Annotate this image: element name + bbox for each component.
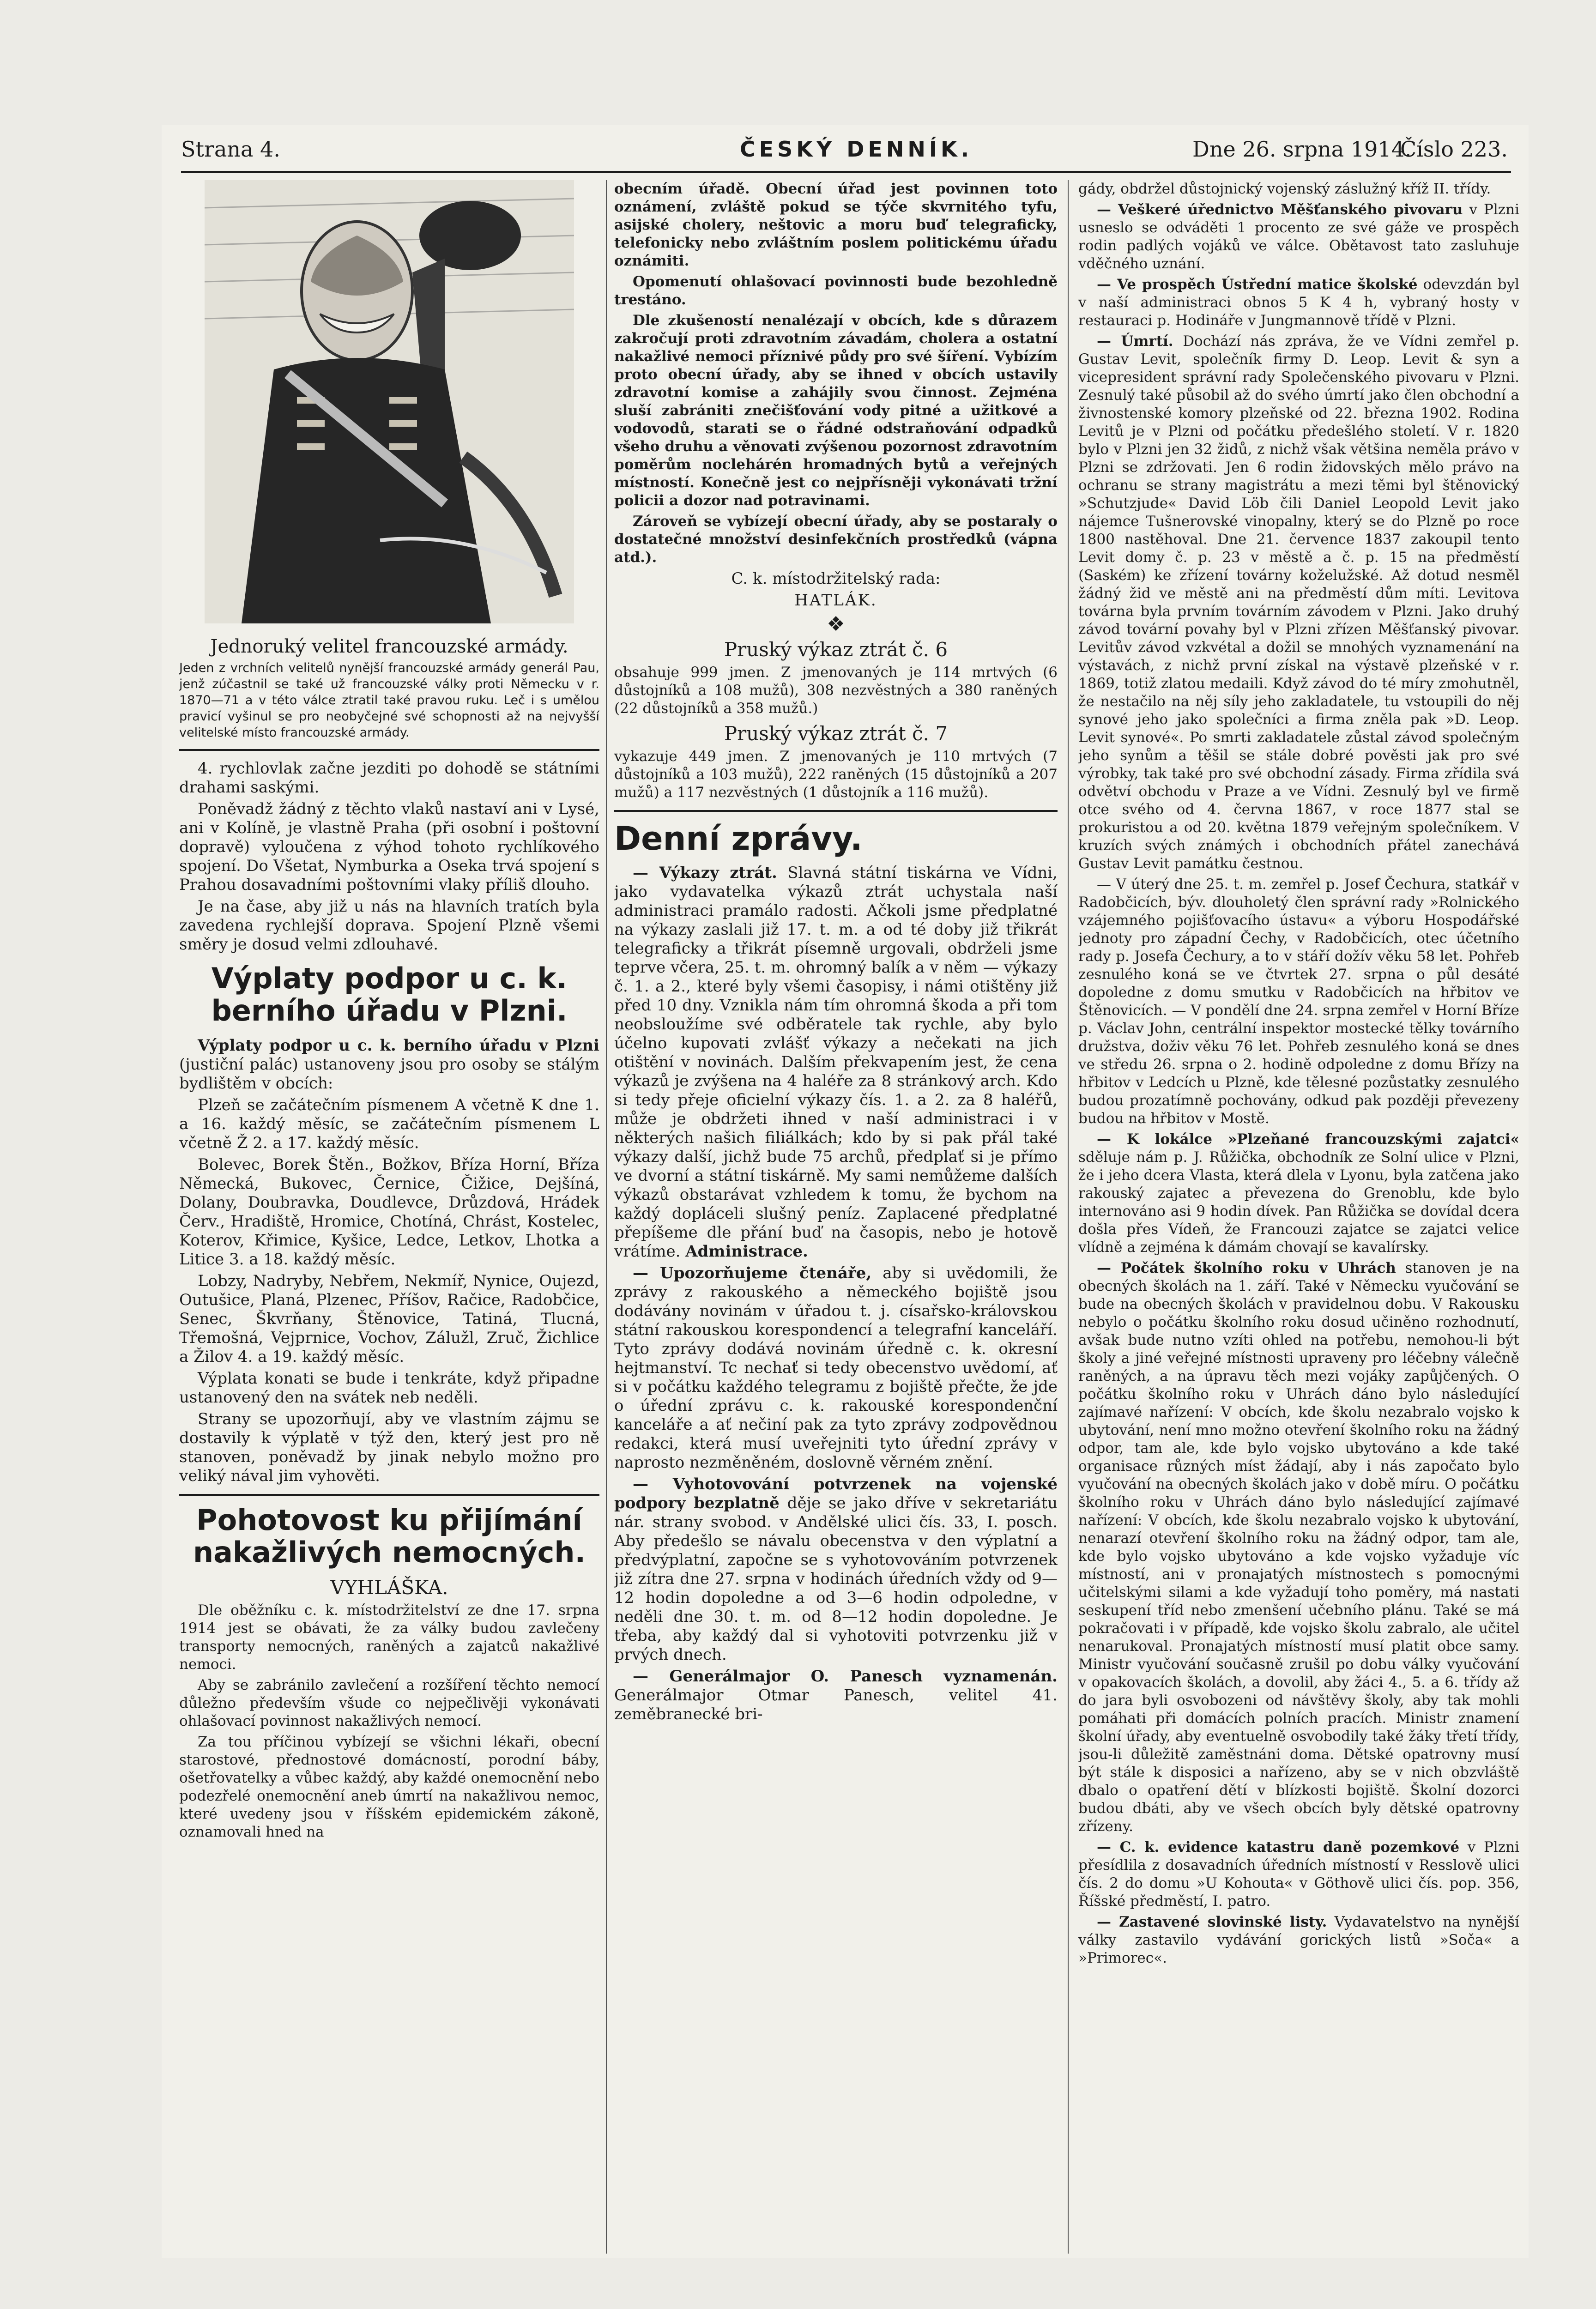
- paragraph-text: aby si uvědomili, že zprávy z rakouského a německého bojiště jsou dodávány novinám v úřadou t. j. císařsko-královskou státní rakouskou korespondencí a telegrafní kanceláří. Tyto zprávy dodává novinám úředně c. k. okresní hejtmanství. Tc nechať si tedy obecenstvo uvědomí, ať si v počátku každého telegramu z bojiště přečte, že jde o úřední zprávu c. k. rakouské korespondenční kanceláře a ať nečiní pak za tyto zprávy zodpovědnou redakci, která musí uveřejniti tyto úřední zprávy v naprosto nezměněném, doslovně věrném znění.: [614, 1264, 1058, 1472]
- paragraph-text: v Plzni přesídlila z dosavadních úředních místností v Resslově ulici čís. 2 do domu »U Kohouta« v Göthově ulici čís. pop. 356, Říšské předměstí, I. patro.: [1078, 1839, 1519, 1910]
- paragraph: Za tou příčinou vybízejí se všichni lékaři, obecní starostové, přednostové domácností, porodní báby, ošetřovatelky a vůbec každý, aby každé onemocnění nebo podezřelé onemocnění aneb úmrtí na nakažlivou nemoc, které uvedeny jsou v říšském epidemickém zákoně, oznamovali hned na: [179, 1734, 599, 1840]
- paragraph: gády, obdržel důstojnický vojenský záslužný kříž II. třídy.: [1078, 181, 1491, 197]
- newspaper-page: [162, 125, 1529, 2258]
- paragraph: [614, 1264, 1058, 1472]
- signature-role: C. k. místodržitelský rada:: [731, 569, 941, 588]
- column-divider: [606, 180, 607, 2254]
- issue-date: Dne 26. srpna 1914.: [1192, 137, 1412, 162]
- column-1: [179, 180, 599, 2249]
- paragraph: Je na čase, aby již u nás na hlavních tratích byla zavedena rychlejší doprava. Spojení Plzně všemi směry je dosud velmi zdlouhavé.: [179, 897, 599, 954]
- divider: [614, 810, 1058, 812]
- article-headline: Výplaty podpor u c. k. berního úřadu v Plzni.: [211, 961, 568, 1028]
- paragraph: obsahuje 999 jmen. Z jmenovaných je 114 mrtvých (6 důstojníků a 108 mužů), 308 nezvěstných a 380 raněných (22 důstojníků a 358 mužů.): [614, 664, 1058, 717]
- paragraph-text: odevzdán byl v naší administraci obnos 5 K 4 h, vybraný hosty v restauraci p. Hodináře v Jungmannově třídě v Plzni.: [1078, 276, 1519, 329]
- divider: [179, 749, 599, 751]
- paragraph: [614, 1667, 1058, 1724]
- paragraph: Výplata konati se bude i tenkráte, když připadne ustanovený den na svátek neb neděli.: [179, 1369, 599, 1407]
- paragraph: Plzeň se začátečním písmenem A včetně K dne 1. a 16. každý měsíc, se začátečním písmenem L včetně Ž 2. a 17. každý měsíc.: [179, 1096, 599, 1152]
- paragraph-text: Generálmajor Otmar Panesch, velitel 41. zeměbranecké bri-: [614, 1686, 1058, 1723]
- lead-text: — Úmrtí.: [1097, 333, 1173, 350]
- paragraph: [179, 1036, 599, 1093]
- paragraph: [1078, 1913, 1519, 1967]
- lead-text: — Ve prospěch Ústřední matice školské: [1097, 276, 1418, 293]
- lead-text: — Upozorňujeme čtenáře,: [633, 1264, 872, 1282]
- paragraph: Lobzy, Nadryby, Nebřem, Nekmíř, Nynice, Oujezd, Outušice, Planá, Plzenec, Příšov, Račice, Radobčice, Senec, Škvrňany, Štěnovice, Tatiná, Tlucná, Třemošná, Vejprnice, Vochov, Zálužl, Zruč, Žichlice a Žilov 4. a 19. každý měsíc.: [179, 1272, 599, 1366]
- proclamation-title: VYHLÁŠKA.: [330, 1576, 448, 1599]
- article-headline: Pohotovost ku přijímání nakažlivých nemocných.: [193, 1503, 586, 1569]
- lead-text: — Zastavené slovinské listy.: [1097, 1914, 1327, 1930]
- column-3: [1078, 180, 1519, 2249]
- paragraph: Bolevec, Borek Štěn., Božkov, Bříza Horní, Bříza Německá, Bukovec, Černice, Čižice, Dejšíná, Dolany, Doubravka, Doudlevce, Drůzdová, Hrádek Červ., Hradiště, Hromice, Chotíná, Chrást, Kostelec, Koterov, Křimice, Kyšice, Ledce, Letkov, Lhotka a Litice 3. a 18. každý měsíc.: [179, 1155, 599, 1269]
- lead-text: Výplaty podpor u c. k. berního úřadu v Plzni: [198, 1036, 599, 1055]
- signature-name: HATLÁK.: [794, 591, 877, 610]
- paragraph: [1078, 1130, 1519, 1257]
- paragraph: [614, 864, 1058, 1261]
- paragraph: Zároveň se vybízejí obecní úřady, aby se postaraly o dostatečné množství desinfekčních prostředků (vápna atd.).: [614, 513, 1058, 566]
- paragraph-text: sděluje nám p. J. Růžička, obchodník ze Solní ulice v Plzni, že i jeho dcera Vlasta, která dlela v Lyonu, byla zatčena jako rakouský zajatec a převezena do Grenoblu, kde bylo internováno asi 9 hodin dívek. Pan Růžička se dovídal dcera došla přes Vídeň, že Francouzi zajatce se zajatci velice vlídně a zejména k dámám chovají se kavalírsky.: [1078, 1149, 1519, 1256]
- lead-text: — Veškeré úřednictvo Měšťanského pivovaru: [1097, 201, 1463, 218]
- article-headline: Pruský výkaz ztrát č. 7: [724, 722, 948, 745]
- paragraph: Opomenutí ohlašovací povinnosti bude bezohledně trestáno.: [614, 273, 1058, 308]
- article-headline: Pruský výkaz ztrát č. 6: [724, 638, 948, 661]
- paragraph: [614, 1475, 1058, 1664]
- paragraph: vykazuje 449 jmen. Z jmenovaných je 110 mrtvých (7 důstojníků a 103 mužů), 222 raněných (15 důstojníků a 207 mužů) a 117 nezvěstných (1 důstojník a 116 mužů).: [614, 748, 1058, 801]
- section-heading: Denní zprávy.: [614, 820, 863, 858]
- paragraph-text: Slavná státní tiskárna ve Vídni, jako vydavatelka výkazů ztrát uchystala naší administraci pramálo radosti. Ačkoli jsme předplatné na výkazy zaslali již 17. t. m. a od té doby již třikrát telegraficky a třikrát písemně urgovali, obdrželi jsme teprve včera, 25. t. m. ohromný balík a v něm — výkazy č. 1. a 2., které byly všemi časopisy, i námi otištěny již před 10 dny. Vznikla nám tím ohromná škoda a při tom neobsloužíme své odběratele tak rychle, aby bylo účelno kupovati zvlášť výkazy a nečekati na jich otištění v novinách. Dalším překvapením jest, že cena výkazů je zvýšena na 4 haléře za 8 stránkový arch. Kdo si tedy přeje oficielní výkazy čís. 1. a 2. za 8 haléřů, může je obdržeti ihned v naší administraci i v některých našich filiálkách; kdo by si pak přál také výkazy další, jichž bude 75 archů, předplať si je přímo ve dvorní a státní tiskárně. My sami nemůžeme dalších výkazů obstarávat vzhledem k tomu, že bychom na každý dopláceli slušný peníz. Zaplacené předplatné přepíšeme dle přání buď na časopis, nebo je hotově vrátíme.: [614, 864, 1058, 1261]
- portrait-illustration: [205, 180, 574, 623]
- general-pau-portrait: [205, 180, 574, 623]
- lead-text: — C. k. evidence katastru daně pozemkové: [1097, 1839, 1460, 1856]
- page-number: Strana 4.: [181, 137, 280, 162]
- lead-text: — Vyhotovování potvrzenek na vojenské podpory bezplatně: [614, 1475, 1058, 1512]
- paragraph: 4. rychlovlak začne jezditi po dohodě se státními drahami saskými.: [179, 759, 599, 797]
- paragraph: Aby se zabránilo zavlečení a rozšíření těchto nemocí důležno především všude co nejpečlivěji vykonávati ohlašovací povinnost nakažlivých nemocí.: [179, 1677, 599, 1729]
- issue-number: Číslo 223.: [1400, 137, 1508, 162]
- lead-text: — K lokálce »Plzeňané francouzskými zajatci«: [1097, 1131, 1519, 1148]
- paragraph-text: Vydavatelstvo na nynější války zastavilo vydávání gorických listů »Soča« a »Primorec«.: [1078, 1914, 1519, 1966]
- lead-text: — Výkazy ztrát.: [633, 864, 777, 882]
- paragraph: [1078, 201, 1519, 273]
- paragraph: [1078, 1838, 1519, 1910]
- paragraph-text: stanoven je na obecných školách na 1. září. Také v Německu vyučování se bude na obecných školách v pravidelnou dobu. V Rakousku nebylo o počátku školního roku dosud učiněno rozhodnutí, avšak bude nutno vzíti ohled na potřebu, nemohou-li být školy a jiné veřejné místnosti upraveny pro léčebny válečně raněných, a na úpravu těch mezi vojáky zapůjčených. O počátku školního roku v Uhrách dáno bylo následující zajímavé nařízení: V obcích, kde školu nezabralo vojsko k ubytování, není mno možno otevření školního roku na žádný odpor, tam ale, kde bylo vojsko ubytováno a kde také organisace různých míst žádají, aby i nás započato bylo vyučování na obecných školách jako v době míru. O počátku školního roku v Uhrách dáno bylo následující zajímavé nařízení: V obcích, kde školu nezabralo vojsko k ubytování, nenarazí otevření školního roku na žádný odpor, tam ale, kde bylo vojsko ubytováno a kde vojsko vyžaduje víc místností, ani v pronajatých místnostech s pomocnými učitelskými silami a kde vyžadují toho poměry, má nastati seskupení tříd nebo zmenšení učebního plánu. Také se má pokračovati i v případě, kde vojsko školu zabralo, ale učitel nenarukoval. Pronajatých místností musí platit obce samy. Ministr vyučování současně zrušil po dobu války vyučování v opakovacích školách, a dovolil, aby žáci 4., 5. a 6. třídy až do jara byli osvobozeni od návštěvy školy, aby tak mohli pomáhati při domácích polních pracích. Ministr znamení školní úřady, aby eventuelně osvobodily také žáky třetí třídy, jsou-li důležitě zaměstnáni doma. Dětské opatrovny musí být stále k disposici a nařízeno, aby se v nich obzvláště dbalo o opatření dětí v blízkosti bojiště. Školní dozorci budou dbáti, aby ve všech obcích byly dětské opatrovny zřízeny.: [1078, 1260, 1519, 1835]
- signature: Administrace.: [685, 1242, 808, 1261]
- paragraph-text: Dochází nás zpráva, že ve Vídni zemřel p. Gustav Levit, společník firmy D. Leop. Levit & syn a vicepresident správní rady Společenského pivovaru v Plzni. Zesnulý také působil až do svého úmrtí jako člen obchodní a živnostenské komory plzeňské od 22. března 1902. Rodina Levitů je v Plzni od počátku předešlého století. V r. 1820 bylo v Plzni jen 32 židů, z nichž však většina neměla právo v Plzni se zdržovati. Jen 6 rodin židovských mělo právo na ochranu se strany magistrátu a mezi těmi byl štěnovický »Schutzjude« David Löb čili Daniel Leopold Levit jako nájemce Tušnerovské vinopalny, který se do Plzně po roce 1800 nastěhoval. Dne 21. července 1837 zakoupil tento Levit domy č. p. 23 v městě a č. p. 15 na předměstí (Saském) ke zřízení továrny koželužské. Až dotud nesměl žádný žid ve městě ani na předměstí dům míti. Levitova továrna byla prvním továrním závodem v Plzni. Jako druhý závod tovární povahy byl v Plzni zřízen Měšťanský pivovar. Levitův závod vzkvétal a dožil se mnohých vyznamenání na výstavách, z nichž první získal na výstavě plzeňské v r. 1869, totiž zlatou medaili. Když závod do té míry zmohutněl, že nestačilo na něj síly jeho zakladatele, tu vstoupili do něj synové jeho jako společníci a firma zněla pak »D. Leop. Levit synové«. Po smrti zakladatele zůstal závod společným jeho synům a těšil se stále dobré pověsti jak pro své výrobky, tak také pro své obchodní zásady. Firma zřídila svá odvětví obchodu v Praze a ve Vídni. Zesnulý byl ve firmě otce svého od 4. června 1867, v roce 1877 stal se prokuristou a od 20. května 1879 veřejným společníkem. V kruzích svých známých i obchodních přátel zanechává Gustav Levit památku čestnou.: [1078, 333, 1519, 872]
- paragraph-text: (justiční palác) ustanoveny jsou pro osoby se stálým bydlištěm v obcích:: [179, 1055, 599, 1093]
- divider: [179, 1494, 599, 1496]
- paragraph: [1078, 332, 1519, 873]
- paragraph-text: děje se jako dříve v sekretariátu nár. strany svobod. v Andělské ulici čís. 33, I. posch. Aby předešlo se návalu obecenstva v den výplatní a předvýplatní, započne se s vyhotovováním potvrzenek již zítra dne 27. srpna v hodinách úředních vždy od 9—12 hodin dopoledne a od 3—6 hodin odpoledne, v neděli dne 30. t. m. od 8—12 hodin dopoledne. Je třeba, aby každý dal si vyhotoviti potvrzenku již v prvých dnech.: [614, 1494, 1058, 1664]
- ornament-icon: ❖: [827, 612, 845, 636]
- lead-text: — Generálmajor O. Panesch vyznamenán.: [633, 1667, 1058, 1686]
- paragraph: Dle zkušeností nenalézají v obcích, kde s důrazem zakročují proti zdravotním závadám, cholera a ostatní nakažlivé nemoci příznivé půdy pro své šíření. Vybízím proto obecní úřady, aby se ihned v obcích ustavily zdravotní komise a zahájily svou činnost. Zejména sluší zabrániti znečišťování vody pitné a užitkové a vodovodů, starati se o řádné odstraňování odpadků všeho druhu a věnovati zvýšenou pozornost zdravotním poměrům noclehárén hromadných bytů a veřejných místností. Konečně jest co nejpřísněji vykonávati tržní policii a dozor nad potravinami.: [614, 312, 1058, 509]
- paragraph: Strany se upozorňují, aby ve vlastním zájmu se dostavily k výplatě v týž den, který jest pro ně stanoven, poněvadž by jinak nebylo možno pro veliký nával jim vyhověti.: [179, 1410, 599, 1485]
- paragraph: [1078, 1259, 1519, 1836]
- paragraph-text: v Plzni usneslo se odváděti 1 procento ze své gáže ve prospěch rodin padlých vojáků ve válce. Obětavost tato zasluhuje vděčného uznání.: [1078, 201, 1519, 272]
- paragraph: — V úterý dne 25. t. m. zemřel p. Josef Čechura, statkář v Radobčicích, býv. dlouholetý člen správní rady »Rolnického vzájemného pojišťovacího ústavu« a výboru Hospodářské jednoty pro západní Čechy, v Radobčicích, otec účetního rady p. Josefa Čechury, a to v stáří dožív věku 58 let. Pohřeb zesnulého koná se ve čtvrtek 27. srpna o půl desáté dopoledne z domu smutku v Radobčicích na hřbitov ve Štěnovicích. — V pondělí dne 24. srpna zemřel v Horní Bříze p. Václav John, centrální inspektor mostecké tělky továrního družstva, doživ věku 76 let. Pohřeb zesnulého koná se dnes ve středu 26. srpna o 2. hodině odpoledne z domu Břízy na hřbitov v Ledcích u Plzně, kde tělesné pozůstatky zesnulého budou prozatímně pochovány, odkud pak později převezeny budou na hřbitov v Mostě.: [1078, 876, 1519, 1127]
- column-2: [614, 180, 1058, 2249]
- newspaper-title: ČESKÝ DENNÍK.: [740, 137, 973, 162]
- column-divider: [1068, 180, 1069, 2254]
- paragraph: [1078, 276, 1519, 330]
- lead-text: — Počátek školního roku v Uhrách: [1097, 1260, 1396, 1276]
- caption-text: Jeden z vrchních velitelů nynější francouzské armády generál Pau, jenž zúčastnil se také už francouzské války proti Německu v r. 1870—71 a v této válce ztratil také pravou ruku. Leč i s umělou pravicí vyšinul se pro neobyčejné své schopnosti až na nejvyšší velitelské místo francouzské armády.: [179, 661, 599, 740]
- paragraph: Poněvadž žádný z těchto vlaků nastaví ani v Lysé, ani v Kolíně, je vlastně Praha (při osobní i poštovní dopravě) vyloučena z výhod tohoto rychlíkového spojení. Do Všetat, Nymburka a Oseka trvá spojení s Prahou dosavadními poštovními vlaky příliš dlouho.: [179, 800, 599, 894]
- page-header: [181, 134, 1511, 173]
- paragraph: Dle oběžníku c. k. místodržitelství ze dne 17. srpna 1914 jest se obávati, že za války budou zavlečeny transporty nemocných, raněných a zajatců nakažlivé nemoci.: [179, 1602, 599, 1673]
- paragraph: obecním úřadě. Obecní úřad jest povinnen toto oznámení, zvláště pokud se týče skvrnitého tyfu, asijské cholery, neštovic a moru buď telegraficky, telefonicky nebo zvláštním poslem politickému úřadu oznámiti.: [614, 181, 1058, 269]
- caption-title: Jednoruký velitel francouzské armády.: [210, 636, 568, 657]
